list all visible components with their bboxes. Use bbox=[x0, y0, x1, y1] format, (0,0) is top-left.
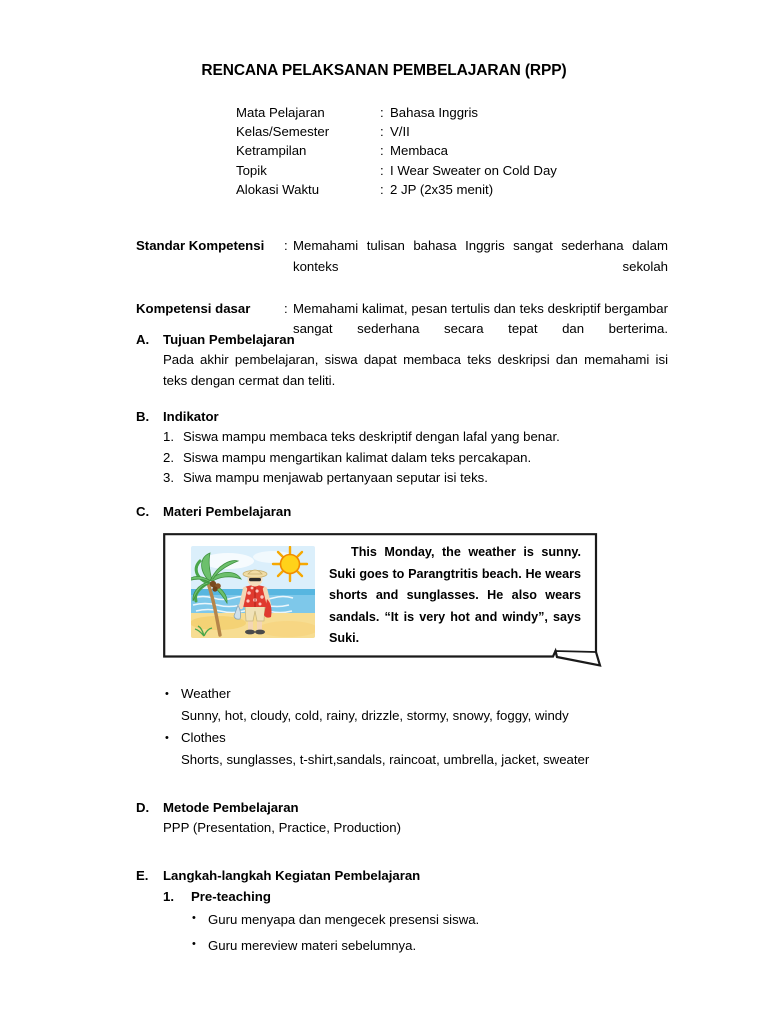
meta-label: Topik bbox=[236, 162, 267, 178]
section-body: Pada akhir pembelajaran, siswa dapat membaca teks deskripsi dan memahami isi teks dengan cermat dan teliti. bbox=[163, 352, 668, 388]
section-heading bbox=[136, 407, 676, 427]
section-body: PPP (Presentation, Practice, Production) bbox=[163, 820, 401, 835]
competency-text: Memahami kalimat, pesan tertulis dan teks deskriptif bergambar sangat sederhana secara tepat dan berterima. bbox=[293, 300, 668, 336]
competency-label: Standar Kompetensi bbox=[136, 238, 265, 253]
meta-label: Kelas/Semester bbox=[236, 124, 330, 140]
topic-heading-row bbox=[165, 683, 676, 705]
list-text: Siwa mampu menjawab pertanyaan seputar isi teks. bbox=[183, 470, 488, 485]
bullet-icon: • bbox=[165, 688, 169, 700]
section-tujuan-pembelajaran bbox=[136, 330, 676, 391]
competency-label: Kompetensi dasar bbox=[136, 300, 251, 316]
list-text: Guru menyapa dan mengecek presensi siswa. bbox=[208, 912, 480, 927]
lesson-meta-block bbox=[236, 103, 656, 199]
topic-words: Shorts, sunglasses, t-shirt,sandals, raincoat, umbrella, jacket, sweater bbox=[181, 752, 590, 767]
section-letter: D. bbox=[136, 800, 150, 815]
list-item bbox=[192, 907, 676, 933]
standar-kompetensi-row bbox=[136, 236, 668, 298]
meta-label: Ketrampilan bbox=[236, 143, 307, 159]
section-indikator bbox=[136, 407, 676, 489]
meta-value: Bahasa Inggris bbox=[390, 105, 478, 120]
meta-label: Mata Pelajaran bbox=[236, 105, 325, 120]
section-langkah-kegiatan bbox=[136, 866, 676, 959]
story-paragraph: This Monday, the weather is sunny. Suki goes to Parangtritis beach. He wears shorts and sunglasses. He also wears sandals. “It is very hot and windy”, says Suki. bbox=[329, 545, 581, 645]
topic-heading: Clothes bbox=[181, 730, 226, 745]
meta-row bbox=[236, 180, 656, 199]
step-title: Pre-teaching bbox=[191, 889, 271, 904]
section-title: Tujuan Pembelajaran bbox=[163, 332, 295, 347]
meta-separator: : bbox=[380, 124, 384, 140]
competency-text: Memahami tulisan bahasa Inggris sangat sederhana dalam konteks sekolah bbox=[293, 238, 668, 274]
topic-heading-row bbox=[165, 727, 676, 749]
list-text: Guru mereview materi sebelumnya. bbox=[208, 938, 417, 953]
page-title: RENCANA PELAKSANAN PEMBELAJARAN (RPP) bbox=[201, 62, 567, 79]
list-item bbox=[136, 448, 676, 469]
list-text: Siswa mampu mengartikan kalimat dalam teks percakapan. bbox=[183, 449, 532, 465]
section-title: Metode Pembelajaran bbox=[163, 800, 299, 815]
list-text: Siswa mampu membaca teks deskriptif dengan lafal yang benar. bbox=[183, 429, 560, 444]
meta-label: Alokasi Waktu bbox=[236, 181, 320, 197]
section-heading bbox=[136, 330, 676, 350]
meta-separator: : bbox=[380, 181, 384, 197]
competency-separator: : bbox=[284, 238, 288, 253]
section-title: Langkah-langkah Kegiatan Pembelajaran bbox=[163, 868, 421, 883]
meta-value: I Wear Sweater on Cold Day bbox=[390, 162, 557, 178]
indicator-list bbox=[136, 427, 676, 489]
bullet-icon: • bbox=[192, 938, 196, 950]
list-number: 2. bbox=[163, 449, 174, 465]
meta-row bbox=[236, 103, 656, 122]
section-heading bbox=[136, 798, 676, 818]
bullet-icon: • bbox=[192, 912, 196, 924]
list-number: 1. bbox=[163, 429, 174, 444]
step-number: 1. bbox=[163, 889, 174, 904]
step-heading bbox=[163, 886, 676, 907]
section-heading bbox=[136, 866, 676, 886]
section-letter: E. bbox=[136, 868, 149, 883]
topic-words: Sunny, hot, cloudy, cold, rainy, drizzle, stormy, snowy, foggy, windy bbox=[181, 708, 569, 723]
topic-heading: Weather bbox=[181, 686, 231, 701]
meta-separator: : bbox=[380, 105, 384, 120]
section-letter: C. bbox=[136, 504, 150, 519]
bullet-icon: • bbox=[165, 732, 169, 744]
materi-topic-list bbox=[136, 683, 676, 771]
step-bullet-list bbox=[192, 907, 676, 959]
list-number: 3. bbox=[163, 470, 174, 485]
section-letter: B. bbox=[136, 409, 150, 424]
section-metode-pembelajaran bbox=[136, 798, 676, 839]
material-textbox bbox=[163, 533, 603, 673]
meta-row bbox=[236, 141, 656, 160]
competency-separator: : bbox=[284, 300, 288, 316]
meta-value: 2 JP (2x35 menit) bbox=[390, 181, 494, 197]
meta-row bbox=[236, 122, 656, 141]
list-item bbox=[136, 468, 676, 489]
sun-icon bbox=[273, 547, 307, 581]
meta-value: V/II bbox=[390, 124, 410, 140]
section-heading bbox=[136, 502, 676, 522]
section-title: Indikator bbox=[163, 409, 219, 424]
meta-separator: : bbox=[380, 162, 384, 178]
list-item bbox=[192, 933, 676, 959]
section-materi-pembelajaran bbox=[136, 502, 676, 522]
section-letter: A. bbox=[136, 332, 150, 347]
beach-scene-illustration bbox=[188, 543, 318, 646]
list-item bbox=[136, 427, 676, 448]
meta-row bbox=[236, 161, 656, 180]
meta-separator: : bbox=[380, 143, 384, 159]
meta-value: Membaca bbox=[390, 143, 448, 159]
section-title: Materi Pembelajaran bbox=[163, 504, 292, 519]
